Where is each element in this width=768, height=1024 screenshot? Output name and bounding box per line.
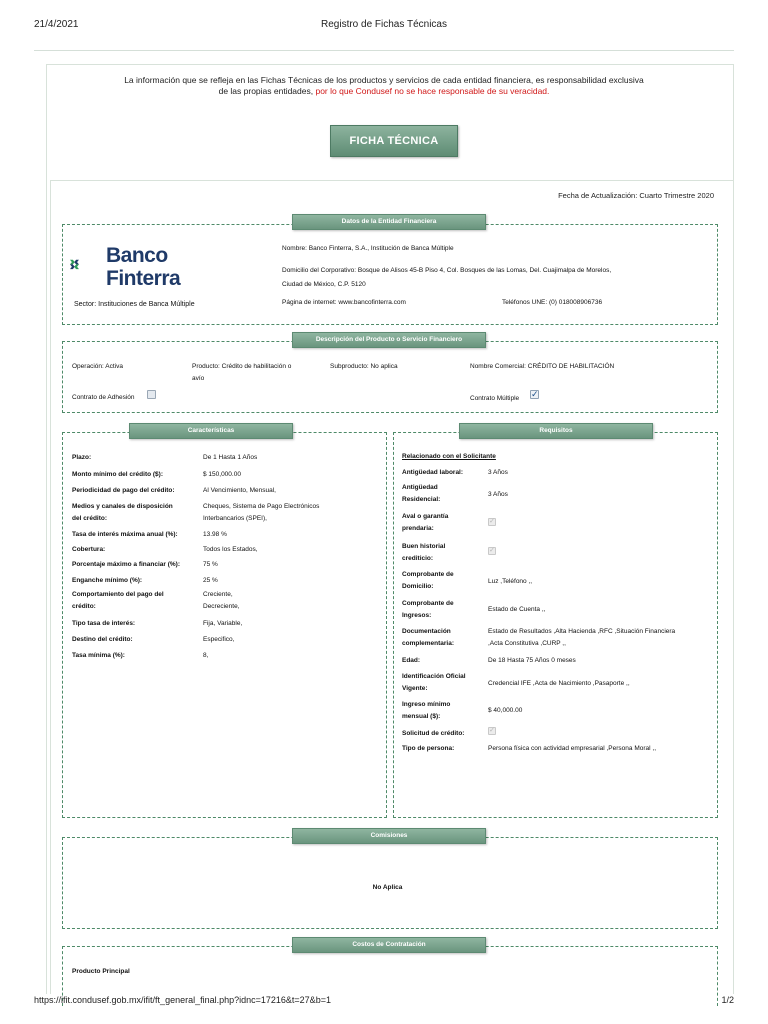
req-identificacion-label xyxy=(402,672,466,693)
car-enganche-label: Enganche mínimo (%): xyxy=(72,577,143,584)
car-comportamiento-label-1: Comportamiento del pago del xyxy=(72,591,164,598)
descripcion-producto xyxy=(192,362,291,383)
req-comprobante-ingresos-label xyxy=(402,599,454,620)
car-medios-label-2: del crédito: xyxy=(72,515,108,522)
car-destino-label: Destino del crédito: xyxy=(72,636,133,643)
requisitos-subheader: Relacionado con el Solicitante xyxy=(402,453,496,460)
descripcion-producto-line2: avío xyxy=(192,375,205,382)
car-plazo-value: De 1 Hasta 1 Años xyxy=(203,454,258,461)
req-solicitud-label: Solicitud de crédito: xyxy=(402,730,465,737)
print-date: 21/4/2021 xyxy=(34,19,79,30)
descripcion-operacion: Operación: Activa xyxy=(72,363,123,370)
req-ingreso-label xyxy=(402,700,450,721)
car-tipo-tasa-value: Fija, Variable, xyxy=(203,620,243,627)
print-footer xyxy=(0,994,768,1024)
car-tasa-min-label: Tasa mínima (%): xyxy=(72,652,125,659)
comisiones-header: Comisiones xyxy=(292,828,486,844)
req-comprobante-ingresos-value: Estado de Cuenta ,, xyxy=(488,606,546,613)
req-tipo-persona-label: Tipo de persona: xyxy=(402,745,455,752)
contrato-adhesion-checkbox[interactable] xyxy=(147,390,156,399)
logo-text xyxy=(106,244,180,290)
header-divider xyxy=(34,50,734,51)
req-ingreso-value: $ 40,000.00 xyxy=(488,707,523,714)
req-comprobante-domicilio-value: Luz ,Teléfono ,, xyxy=(488,578,533,585)
ficha-tecnica-button[interactable]: FICHA TÉCNICA xyxy=(330,125,458,157)
req-antiguedad-residencial-label xyxy=(402,483,440,504)
car-medios-label-1: Medios y canales de disposición xyxy=(72,503,173,510)
requisitos-section xyxy=(393,432,718,818)
disclaimer-warning: por lo que Condusef no se hace responsable de su veracidad. xyxy=(313,86,550,96)
req-tipo-persona-value: Persona física con actividad empresarial ,Persona Moral ,, xyxy=(488,745,656,752)
contrato-multiple-label: Contrato Múltiple xyxy=(470,395,520,402)
car-destino-value: Especifico, xyxy=(203,636,235,643)
req-documentacion-value xyxy=(488,627,675,648)
car-medios-value xyxy=(203,502,319,523)
req-ingreso-label-1: Ingreso mínimo xyxy=(402,701,451,708)
req-documentacion-label-2: complementaria: xyxy=(402,640,455,647)
descripcion-section xyxy=(62,341,718,413)
fecha-actualizacion: Fecha de Actualización: Cuarto Trimestre 2020 xyxy=(558,191,714,200)
req-historial-label-1: Buen historial xyxy=(402,543,446,550)
caracteristicas-header: Características xyxy=(129,423,293,439)
car-comportamiento-value-2: Decreciente, xyxy=(203,603,240,610)
car-monto-label: Monto mínimo del crédito ($): xyxy=(72,471,163,478)
entidad-telefonos: Teléfonos UNE: (0) 018008906736 xyxy=(502,299,603,306)
car-cobertura-label: Cobertura: xyxy=(72,546,106,553)
req-identificacion-label-1: Identificación Oficial xyxy=(402,673,466,680)
entidad-pagina[interactable]: Página de internet: www.bancofinterra.com xyxy=(282,299,406,306)
car-porcentaje-label: Porcentaje máximo a financiar (%): xyxy=(72,561,181,568)
req-antiguedad-residencial-value: 3 Años xyxy=(488,491,508,498)
car-monto-value: $ 150,000.00 xyxy=(203,471,241,478)
req-documentacion-value-2: ,Acta Constitutiva ,CURP ,, xyxy=(488,640,566,647)
req-documentacion-label xyxy=(402,627,454,648)
contrato-multiple-checkbox[interactable]: ✓ xyxy=(531,389,539,399)
req-aval-label xyxy=(402,512,448,533)
comisiones-text: No Aplica xyxy=(372,884,403,891)
car-tasa-max-label: Tasa de interés máxima anual (%): xyxy=(72,531,178,538)
costos-producto-principal: Producto Principal xyxy=(72,968,130,975)
logo-text-line1: Banco xyxy=(106,244,168,267)
logo-text-line2: Finterra xyxy=(106,267,181,290)
req-historial-checkbox: ✓ xyxy=(489,547,495,554)
car-medios-label xyxy=(72,502,173,523)
footer-page-number: 1/2 xyxy=(721,995,734,1005)
car-cobertura-value: Todos los Estados, xyxy=(203,546,258,553)
car-periodicidad-value: Al Vencimiento, Mensual, xyxy=(203,487,276,494)
req-antiguedad-residencial-label-2: Residencial: xyxy=(402,496,441,503)
req-ingreso-label-2: mensual ($): xyxy=(402,713,441,720)
car-plazo-label: Plazo: xyxy=(72,454,92,461)
banco-finterra-logo-icon xyxy=(70,248,104,284)
req-historial-label xyxy=(402,542,445,563)
costos-header: Costos de Contratación xyxy=(292,937,486,953)
req-antiguedad-laboral-label: Antigüedad laboral: xyxy=(402,469,464,476)
req-comprobante-domicilio-label-1: Comprobante de xyxy=(402,571,454,578)
req-aval-label-2: prendaria: xyxy=(402,525,434,532)
print-header xyxy=(0,0,768,50)
entidad-domicilio-line1: Domicilio del Corporativo: Bosque de Alisos 45-B Piso 4, Col. Bosques de las Lomas, Del. Cuajimalpa de Morelos, xyxy=(282,267,612,274)
req-antiguedad-laboral-value: 3 Años xyxy=(488,469,508,476)
disclaimer-text: La información que se refleja en las Fichas Técnicas de los productos y servicios de cada entidad financiera, es responsabilidad exclusiva de las propias entidades, xyxy=(124,75,644,96)
print-title: Registro de Fichas Técnicas xyxy=(321,19,447,30)
entidad-header: Datos de la Entidad Financiera xyxy=(292,214,486,230)
requisitos-header: Requisitos xyxy=(459,423,653,439)
req-comprobante-ingresos-label-2: Ingresos: xyxy=(402,612,432,619)
car-tasa-max-value: 13.98 % xyxy=(203,531,227,538)
car-tasa-min-value: 8, xyxy=(203,652,209,659)
car-porcentaje-value: 75 % xyxy=(203,561,218,568)
req-edad-label: Edad: xyxy=(402,657,421,664)
req-antiguedad-residencial-label-1: Antigüedad xyxy=(402,484,438,491)
car-medios-value-2: Interbancarios (SPEI), xyxy=(203,515,267,522)
car-comportamiento-label xyxy=(72,590,164,611)
descripcion-nombre-comercial: Nombre Comercial: CRÉDITO DE HABILITACIÓN xyxy=(470,363,615,370)
req-documentacion-label-1: Documentación xyxy=(402,628,451,635)
footer-url[interactable]: https://ifit.condusef.gob.mx/ifit/ft_general_final.php?idnc=17216&t=27&b=1 xyxy=(34,995,331,1005)
req-aval-label-1: Aval o garantía xyxy=(402,513,449,520)
entidad-domicilio-line2: Ciudad de México, C.P. 5120 xyxy=(282,281,366,288)
descripcion-subproducto: Subproducto: No aplica xyxy=(330,363,398,370)
car-tipo-tasa-label: Tipo tasa de interés: xyxy=(72,620,136,627)
req-aval-checkbox: ✓ xyxy=(489,518,495,525)
disclaimer xyxy=(120,75,648,97)
descripcion-producto-line1: Producto: Crédito de habilitación o xyxy=(192,363,292,370)
car-comportamiento-value-1: Creciente, xyxy=(203,591,233,598)
contrato-adhesion-label: Contrato de Adhesión xyxy=(72,394,135,401)
req-comprobante-domicilio-label xyxy=(402,570,454,591)
entidad-sector: Sector: Instituciones de Banca Múltiple xyxy=(74,301,195,308)
req-identificacion-value: Credencial IFE ,Acta de Nacimiento ,Pasaporte ,, xyxy=(488,680,630,687)
car-enganche-value: 25 % xyxy=(203,577,218,584)
req-solicitud-checkbox: ✓ xyxy=(489,727,495,734)
entidad-nombre: Nombre: Banco Finterra, S.A., Institución de Banca Múltiple xyxy=(282,245,454,252)
car-periodicidad-label: Periodicidad de pago del crédito: xyxy=(72,487,175,494)
car-comportamiento-label-2: crédito: xyxy=(72,603,96,610)
req-historial-label-2: crediticio: xyxy=(402,555,434,562)
req-edad-value: De 18 Hasta 75 Años 0 meses xyxy=(488,657,576,664)
car-comportamiento-value xyxy=(203,590,240,611)
req-comprobante-domicilio-label-2: Domicilio: xyxy=(402,583,434,590)
car-medios-value-1: Cheques, Sistema de Pago Electrónicos xyxy=(203,503,320,510)
req-identificacion-label-2: Vigente: xyxy=(402,685,428,692)
descripcion-header: Descripción del Producto o Servicio Financiero xyxy=(292,332,486,348)
req-documentacion-value-1: Estado de Resultados ,Alta Hacienda ,RFC ,Situación Financiera xyxy=(488,628,676,635)
req-comprobante-ingresos-label-1: Comprobante de xyxy=(402,600,454,607)
